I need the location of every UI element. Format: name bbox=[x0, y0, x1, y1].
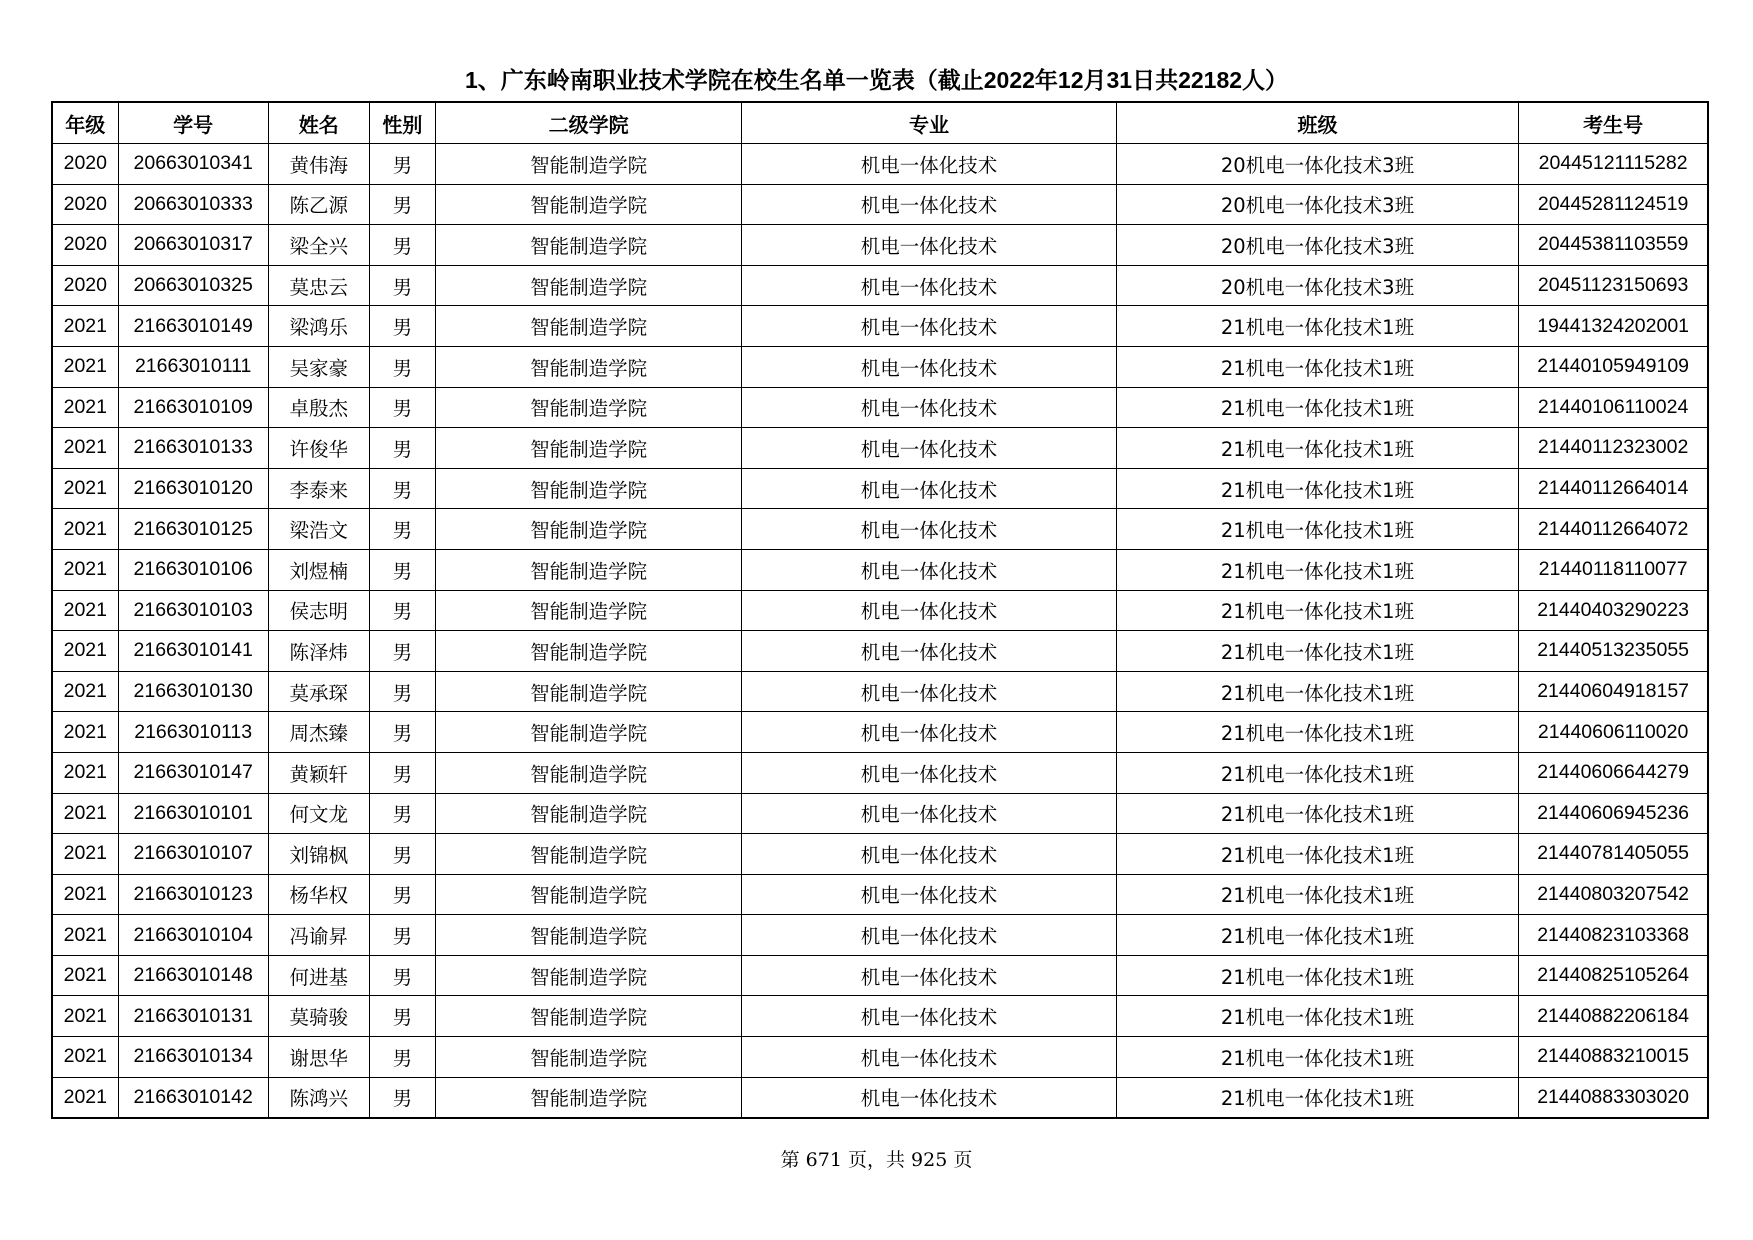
exam-number-cell: 19441324202001 bbox=[1519, 306, 1708, 347]
name-cell: 陈乙源 bbox=[268, 184, 369, 225]
name-cell: 莫承琛 bbox=[268, 671, 369, 712]
class-cell: 21机电一体化技术1班 bbox=[1116, 793, 1518, 834]
gender-cell: 男 bbox=[369, 265, 435, 306]
table-row bbox=[52, 225, 1708, 266]
student-id-cell: 21663010101 bbox=[118, 793, 268, 834]
gender-cell: 男 bbox=[369, 631, 435, 672]
gender-cell: 男 bbox=[369, 793, 435, 834]
gender-cell: 男 bbox=[369, 306, 435, 347]
student-id-cell: 21663010130 bbox=[118, 671, 268, 712]
exam-number-cell: 21440883210015 bbox=[1519, 1037, 1708, 1078]
table-row bbox=[52, 874, 1708, 915]
student-id-cell: 21663010125 bbox=[118, 509, 268, 550]
column-header-student-id: 学号 bbox=[118, 102, 268, 144]
exam-number-cell: 20451123150693 bbox=[1519, 265, 1708, 306]
student-id-cell: 21663010107 bbox=[118, 834, 268, 875]
grade-cell: 2021 bbox=[52, 590, 118, 631]
college-cell: 智能制造学院 bbox=[435, 387, 741, 428]
college-cell: 智能制造学院 bbox=[435, 306, 741, 347]
college-cell: 智能制造学院 bbox=[435, 225, 741, 266]
grade-cell: 2021 bbox=[52, 712, 118, 753]
grade-cell: 2021 bbox=[52, 346, 118, 387]
column-header-grade: 年级 bbox=[52, 102, 118, 144]
name-cell: 许俊华 bbox=[268, 428, 369, 469]
exam-number-cell: 20445121115282 bbox=[1519, 144, 1708, 185]
table-row bbox=[52, 955, 1708, 996]
grade-cell: 2021 bbox=[52, 428, 118, 469]
class-cell: 21机电一体化技术1班 bbox=[1116, 1077, 1518, 1118]
major-cell: 机电一体化技术 bbox=[742, 387, 1116, 428]
exam-number-cell: 20445281124519 bbox=[1519, 184, 1708, 225]
college-cell: 智能制造学院 bbox=[435, 793, 741, 834]
table-body bbox=[52, 144, 1708, 1119]
student-id-cell: 20663010341 bbox=[118, 144, 268, 185]
name-cell: 何文龙 bbox=[268, 793, 369, 834]
table-row bbox=[52, 996, 1708, 1037]
name-cell: 卓殷杰 bbox=[268, 387, 369, 428]
college-cell: 智能制造学院 bbox=[435, 549, 741, 590]
grade-cell: 2021 bbox=[52, 793, 118, 834]
major-cell: 机电一体化技术 bbox=[742, 509, 1116, 550]
gender-cell: 男 bbox=[369, 509, 435, 550]
grade-cell: 2020 bbox=[52, 265, 118, 306]
major-cell: 机电一体化技术 bbox=[742, 1077, 1116, 1118]
table-row bbox=[52, 346, 1708, 387]
gender-cell: 男 bbox=[369, 549, 435, 590]
grade-cell: 2021 bbox=[52, 996, 118, 1037]
class-cell: 21机电一体化技术1班 bbox=[1116, 834, 1518, 875]
name-cell: 梁浩文 bbox=[268, 509, 369, 550]
table-row bbox=[52, 712, 1708, 753]
major-cell: 机电一体化技术 bbox=[742, 671, 1116, 712]
class-cell: 21机电一体化技术1班 bbox=[1116, 874, 1518, 915]
gender-cell: 男 bbox=[369, 1077, 435, 1118]
table-row bbox=[52, 834, 1708, 875]
major-cell: 机电一体化技术 bbox=[742, 915, 1116, 956]
table-row bbox=[52, 549, 1708, 590]
exam-number-cell: 20445381103559 bbox=[1519, 225, 1708, 266]
grade-cell: 2020 bbox=[52, 184, 118, 225]
grade-cell: 2021 bbox=[52, 671, 118, 712]
name-cell: 侯志明 bbox=[268, 590, 369, 631]
name-cell: 梁鸿乐 bbox=[268, 306, 369, 347]
college-cell: 智能制造学院 bbox=[435, 712, 741, 753]
name-cell: 陈鸿兴 bbox=[268, 1077, 369, 1118]
student-id-cell: 21663010123 bbox=[118, 874, 268, 915]
exam-number-cell: 21440883303020 bbox=[1519, 1077, 1708, 1118]
name-cell: 谢思华 bbox=[268, 1037, 369, 1078]
exam-number-cell: 21440106110024 bbox=[1519, 387, 1708, 428]
major-cell: 机电一体化技术 bbox=[742, 590, 1116, 631]
major-cell: 机电一体化技术 bbox=[742, 955, 1116, 996]
student-id-cell: 21663010109 bbox=[118, 387, 268, 428]
major-cell: 机电一体化技术 bbox=[742, 184, 1116, 225]
college-cell: 智能制造学院 bbox=[435, 346, 741, 387]
gender-cell: 男 bbox=[369, 915, 435, 956]
name-cell: 杨华权 bbox=[268, 874, 369, 915]
student-id-cell: 21663010134 bbox=[118, 1037, 268, 1078]
grade-cell: 2020 bbox=[52, 225, 118, 266]
exam-number-cell: 21440606644279 bbox=[1519, 752, 1708, 793]
gender-cell: 男 bbox=[369, 387, 435, 428]
grade-cell: 2021 bbox=[52, 955, 118, 996]
gender-cell: 男 bbox=[369, 834, 435, 875]
table-row bbox=[52, 752, 1708, 793]
class-cell: 21机电一体化技术1班 bbox=[1116, 752, 1518, 793]
major-cell: 机电一体化技术 bbox=[742, 265, 1116, 306]
class-cell: 21机电一体化技术1班 bbox=[1116, 631, 1518, 672]
grade-cell: 2021 bbox=[52, 509, 118, 550]
page-title: 1、广东岭南职业技术学院在校生名单一览表（截止2022年12月31日共22182人） bbox=[464, 67, 1289, 93]
class-cell: 21机电一体化技术1班 bbox=[1116, 306, 1518, 347]
exam-number-cell: 21440403290223 bbox=[1519, 590, 1708, 631]
name-cell: 李泰来 bbox=[268, 468, 369, 509]
column-header-class: 班级 bbox=[1116, 102, 1518, 144]
class-cell: 21机电一体化技术1班 bbox=[1116, 915, 1518, 956]
student-id-cell: 21663010147 bbox=[118, 752, 268, 793]
student-roster-table bbox=[51, 101, 1709, 1119]
exam-number-cell: 21440604918157 bbox=[1519, 671, 1708, 712]
college-cell: 智能制造学院 bbox=[435, 1077, 741, 1118]
student-id-cell: 21663010131 bbox=[118, 996, 268, 1037]
major-cell: 机电一体化技术 bbox=[742, 549, 1116, 590]
page-number: 第 671 页，共 925 页 bbox=[780, 1149, 973, 1171]
student-id-cell: 21663010104 bbox=[118, 915, 268, 956]
name-cell: 周杰臻 bbox=[268, 712, 369, 753]
column-header-name: 姓名 bbox=[268, 102, 369, 144]
college-cell: 智能制造学院 bbox=[435, 631, 741, 672]
exam-number-cell: 21440606945236 bbox=[1519, 793, 1708, 834]
student-id-cell: 21663010149 bbox=[118, 306, 268, 347]
class-cell: 21机电一体化技术1班 bbox=[1116, 1037, 1518, 1078]
gender-cell: 男 bbox=[369, 184, 435, 225]
class-cell: 21机电一体化技术1班 bbox=[1116, 590, 1518, 631]
college-cell: 智能制造学院 bbox=[435, 509, 741, 550]
table-row bbox=[52, 1077, 1708, 1118]
college-cell: 智能制造学院 bbox=[435, 955, 741, 996]
major-cell: 机电一体化技术 bbox=[742, 834, 1116, 875]
gender-cell: 男 bbox=[369, 996, 435, 1037]
gender-cell: 男 bbox=[369, 1037, 435, 1078]
exam-number-cell: 21440825105264 bbox=[1519, 955, 1708, 996]
college-cell: 智能制造学院 bbox=[435, 834, 741, 875]
name-cell: 黄颖轩 bbox=[268, 752, 369, 793]
major-cell: 机电一体化技术 bbox=[742, 874, 1116, 915]
major-cell: 机电一体化技术 bbox=[742, 712, 1116, 753]
name-cell: 何进基 bbox=[268, 955, 369, 996]
college-cell: 智能制造学院 bbox=[435, 144, 741, 185]
table-row bbox=[52, 428, 1708, 469]
student-id-cell: 20663010325 bbox=[118, 265, 268, 306]
class-cell: 21机电一体化技术1班 bbox=[1116, 955, 1518, 996]
table-row bbox=[52, 468, 1708, 509]
college-cell: 智能制造学院 bbox=[435, 671, 741, 712]
class-cell: 21机电一体化技术1班 bbox=[1116, 671, 1518, 712]
major-cell: 机电一体化技术 bbox=[742, 793, 1116, 834]
grade-cell: 2021 bbox=[52, 915, 118, 956]
student-id-cell: 21663010103 bbox=[118, 590, 268, 631]
student-id-cell: 21663010142 bbox=[118, 1077, 268, 1118]
name-cell: 冯谕昇 bbox=[268, 915, 369, 956]
table-row bbox=[52, 144, 1708, 185]
table-row bbox=[52, 509, 1708, 550]
class-cell: 20机电一体化技术3班 bbox=[1116, 225, 1518, 266]
column-header-major: 专业 bbox=[742, 102, 1116, 144]
name-cell: 黄伟海 bbox=[268, 144, 369, 185]
major-cell: 机电一体化技术 bbox=[742, 468, 1116, 509]
student-id-cell: 21663010141 bbox=[118, 631, 268, 672]
college-cell: 智能制造学院 bbox=[435, 915, 741, 956]
class-cell: 21机电一体化技术1班 bbox=[1116, 996, 1518, 1037]
gender-cell: 男 bbox=[369, 712, 435, 753]
major-cell: 机电一体化技术 bbox=[742, 428, 1116, 469]
college-cell: 智能制造学院 bbox=[435, 265, 741, 306]
class-cell: 21机电一体化技术1班 bbox=[1116, 468, 1518, 509]
grade-cell: 2021 bbox=[52, 387, 118, 428]
table-row bbox=[52, 306, 1708, 347]
class-cell: 21机电一体化技术1班 bbox=[1116, 346, 1518, 387]
grade-cell: 2021 bbox=[52, 1077, 118, 1118]
gender-cell: 男 bbox=[369, 428, 435, 469]
college-cell: 智能制造学院 bbox=[435, 468, 741, 509]
table-row bbox=[52, 915, 1708, 956]
name-cell: 梁全兴 bbox=[268, 225, 369, 266]
column-header-college: 二级学院 bbox=[435, 102, 741, 144]
student-id-cell: 20663010333 bbox=[118, 184, 268, 225]
student-id-cell: 21663010106 bbox=[118, 549, 268, 590]
class-cell: 21机电一体化技术1班 bbox=[1116, 549, 1518, 590]
grade-cell: 2021 bbox=[52, 549, 118, 590]
major-cell: 机电一体化技术 bbox=[742, 144, 1116, 185]
college-cell: 智能制造学院 bbox=[435, 428, 741, 469]
table-row bbox=[52, 265, 1708, 306]
exam-number-cell: 21440112664014 bbox=[1519, 468, 1708, 509]
student-id-cell: 21663010133 bbox=[118, 428, 268, 469]
class-cell: 21机电一体化技术1班 bbox=[1116, 428, 1518, 469]
table-row bbox=[52, 184, 1708, 225]
grade-cell: 2021 bbox=[52, 834, 118, 875]
table-row bbox=[52, 590, 1708, 631]
gender-cell: 男 bbox=[369, 225, 435, 266]
gender-cell: 男 bbox=[369, 955, 435, 996]
college-cell: 智能制造学院 bbox=[435, 874, 741, 915]
exam-number-cell: 21440513235055 bbox=[1519, 631, 1708, 672]
name-cell: 莫骑骏 bbox=[268, 996, 369, 1037]
gender-cell: 男 bbox=[369, 144, 435, 185]
grade-cell: 2021 bbox=[52, 1037, 118, 1078]
student-id-cell: 21663010113 bbox=[118, 712, 268, 753]
grade-cell: 2021 bbox=[52, 468, 118, 509]
college-cell: 智能制造学院 bbox=[435, 1037, 741, 1078]
major-cell: 机电一体化技术 bbox=[742, 996, 1116, 1037]
major-cell: 机电一体化技术 bbox=[742, 346, 1116, 387]
major-cell: 机电一体化技术 bbox=[742, 752, 1116, 793]
column-header-gender: 性别 bbox=[369, 102, 435, 144]
student-id-cell: 21663010120 bbox=[118, 468, 268, 509]
exam-number-cell: 21440112664072 bbox=[1519, 509, 1708, 550]
student-id-cell: 21663010148 bbox=[118, 955, 268, 996]
class-cell: 20机电一体化技术3班 bbox=[1116, 184, 1518, 225]
grade-cell: 2020 bbox=[52, 144, 118, 185]
table-row bbox=[52, 631, 1708, 672]
college-cell: 智能制造学院 bbox=[435, 184, 741, 225]
exam-number-cell: 21440823103368 bbox=[1519, 915, 1708, 956]
class-cell: 21机电一体化技术1班 bbox=[1116, 509, 1518, 550]
gender-cell: 男 bbox=[369, 590, 435, 631]
exam-number-cell: 21440118110077 bbox=[1519, 549, 1708, 590]
gender-cell: 男 bbox=[369, 874, 435, 915]
exam-number-cell: 21440606110020 bbox=[1519, 712, 1708, 753]
exam-number-cell: 21440882206184 bbox=[1519, 996, 1708, 1037]
class-cell: 20机电一体化技术3班 bbox=[1116, 265, 1518, 306]
grade-cell: 2021 bbox=[52, 752, 118, 793]
table-row bbox=[52, 387, 1708, 428]
exam-number-cell: 21440105949109 bbox=[1519, 346, 1708, 387]
table-row bbox=[52, 1037, 1708, 1078]
name-cell: 吴家豪 bbox=[268, 346, 369, 387]
gender-cell: 男 bbox=[369, 752, 435, 793]
table-row bbox=[52, 793, 1708, 834]
college-cell: 智能制造学院 bbox=[435, 996, 741, 1037]
student-id-cell: 20663010317 bbox=[118, 225, 268, 266]
column-header-exam-number: 考生号 bbox=[1519, 102, 1708, 144]
name-cell: 刘锦枫 bbox=[268, 834, 369, 875]
gender-cell: 男 bbox=[369, 671, 435, 712]
gender-cell: 男 bbox=[369, 468, 435, 509]
college-cell: 智能制造学院 bbox=[435, 590, 741, 631]
exam-number-cell: 21440112323002 bbox=[1519, 428, 1708, 469]
grade-cell: 2021 bbox=[52, 874, 118, 915]
class-cell: 20机电一体化技术3班 bbox=[1116, 144, 1518, 185]
major-cell: 机电一体化技术 bbox=[742, 306, 1116, 347]
student-id-cell: 21663010111 bbox=[118, 346, 268, 387]
grade-cell: 2021 bbox=[52, 306, 118, 347]
class-cell: 21机电一体化技术1班 bbox=[1116, 387, 1518, 428]
exam-number-cell: 21440803207542 bbox=[1519, 874, 1708, 915]
major-cell: 机电一体化技术 bbox=[742, 631, 1116, 672]
major-cell: 机电一体化技术 bbox=[742, 225, 1116, 266]
table-header-row bbox=[52, 102, 1708, 144]
class-cell: 21机电一体化技术1班 bbox=[1116, 712, 1518, 753]
exam-number-cell: 21440781405055 bbox=[1519, 834, 1708, 875]
name-cell: 刘煜楠 bbox=[268, 549, 369, 590]
name-cell: 莫忠云 bbox=[268, 265, 369, 306]
table-row bbox=[52, 671, 1708, 712]
college-cell: 智能制造学院 bbox=[435, 752, 741, 793]
name-cell: 陈泽炜 bbox=[268, 631, 369, 672]
grade-cell: 2021 bbox=[52, 631, 118, 672]
gender-cell: 男 bbox=[369, 346, 435, 387]
major-cell: 机电一体化技术 bbox=[742, 1037, 1116, 1078]
